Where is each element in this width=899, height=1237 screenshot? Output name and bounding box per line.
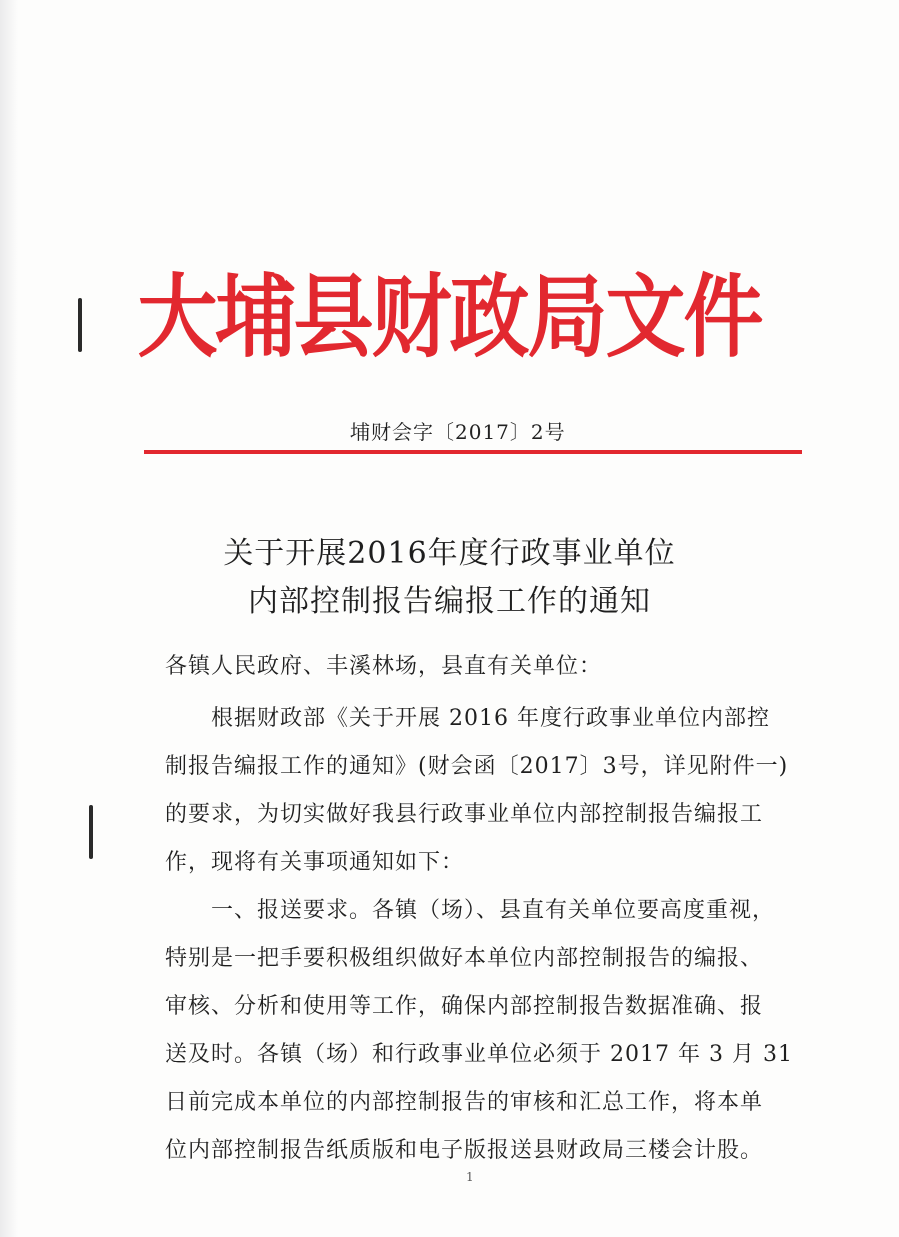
body-line: 送及时。各镇（场）和行政事业单位必须于 2017 年 3 月 31 <box>165 1042 793 1067</box>
page-number: 1 <box>466 1170 474 1184</box>
document-number: 埔财会字〔2017〕2号 <box>350 420 566 444</box>
body-line-addressees: 各镇人民政府、丰溪林场，县直有关单位： <box>165 654 603 679</box>
body-line: 审核、分析和使用等工作，确保内部控制报告数据准确、报 <box>165 994 764 1019</box>
body-line: 制报告编报工作的通知》(财会函〔2017〕3号，详见附件一) <box>165 754 789 779</box>
agency-header-title: 大埔县财政局文件 <box>137 265 762 370</box>
header-divider-rule <box>144 450 802 454</box>
body-line-section-heading: 一、报送要求。各镇（场）、县直有关单位要高度重视， <box>165 898 776 923</box>
body-line: 的要求，为切实做好我县行政事业单位内部控制报告编报工 <box>165 802 764 827</box>
notice-title-line-2: 内部控制报告编报工作的通知 <box>248 584 651 619</box>
binding-mark-bottom <box>89 805 93 859</box>
body-line: 根据财政部《关于开展 2016 年度行政事业单位内部控 <box>165 706 770 731</box>
notice-title-line-1: 关于开展2016年度行政事业单位 <box>223 536 676 571</box>
body-line: 特别是一把手要积极组织做好本单位内部控制报告的编报、 <box>165 946 764 971</box>
body-line: 日前完成本单位的内部控制报告的审核和汇总工作，将本单 <box>165 1090 764 1115</box>
body-line: 位内部控制报告纸质版和电子版报送县财政局三楼会计股。 <box>165 1138 764 1163</box>
body-line: 作，现将有关事项通知如下： <box>165 850 465 875</box>
